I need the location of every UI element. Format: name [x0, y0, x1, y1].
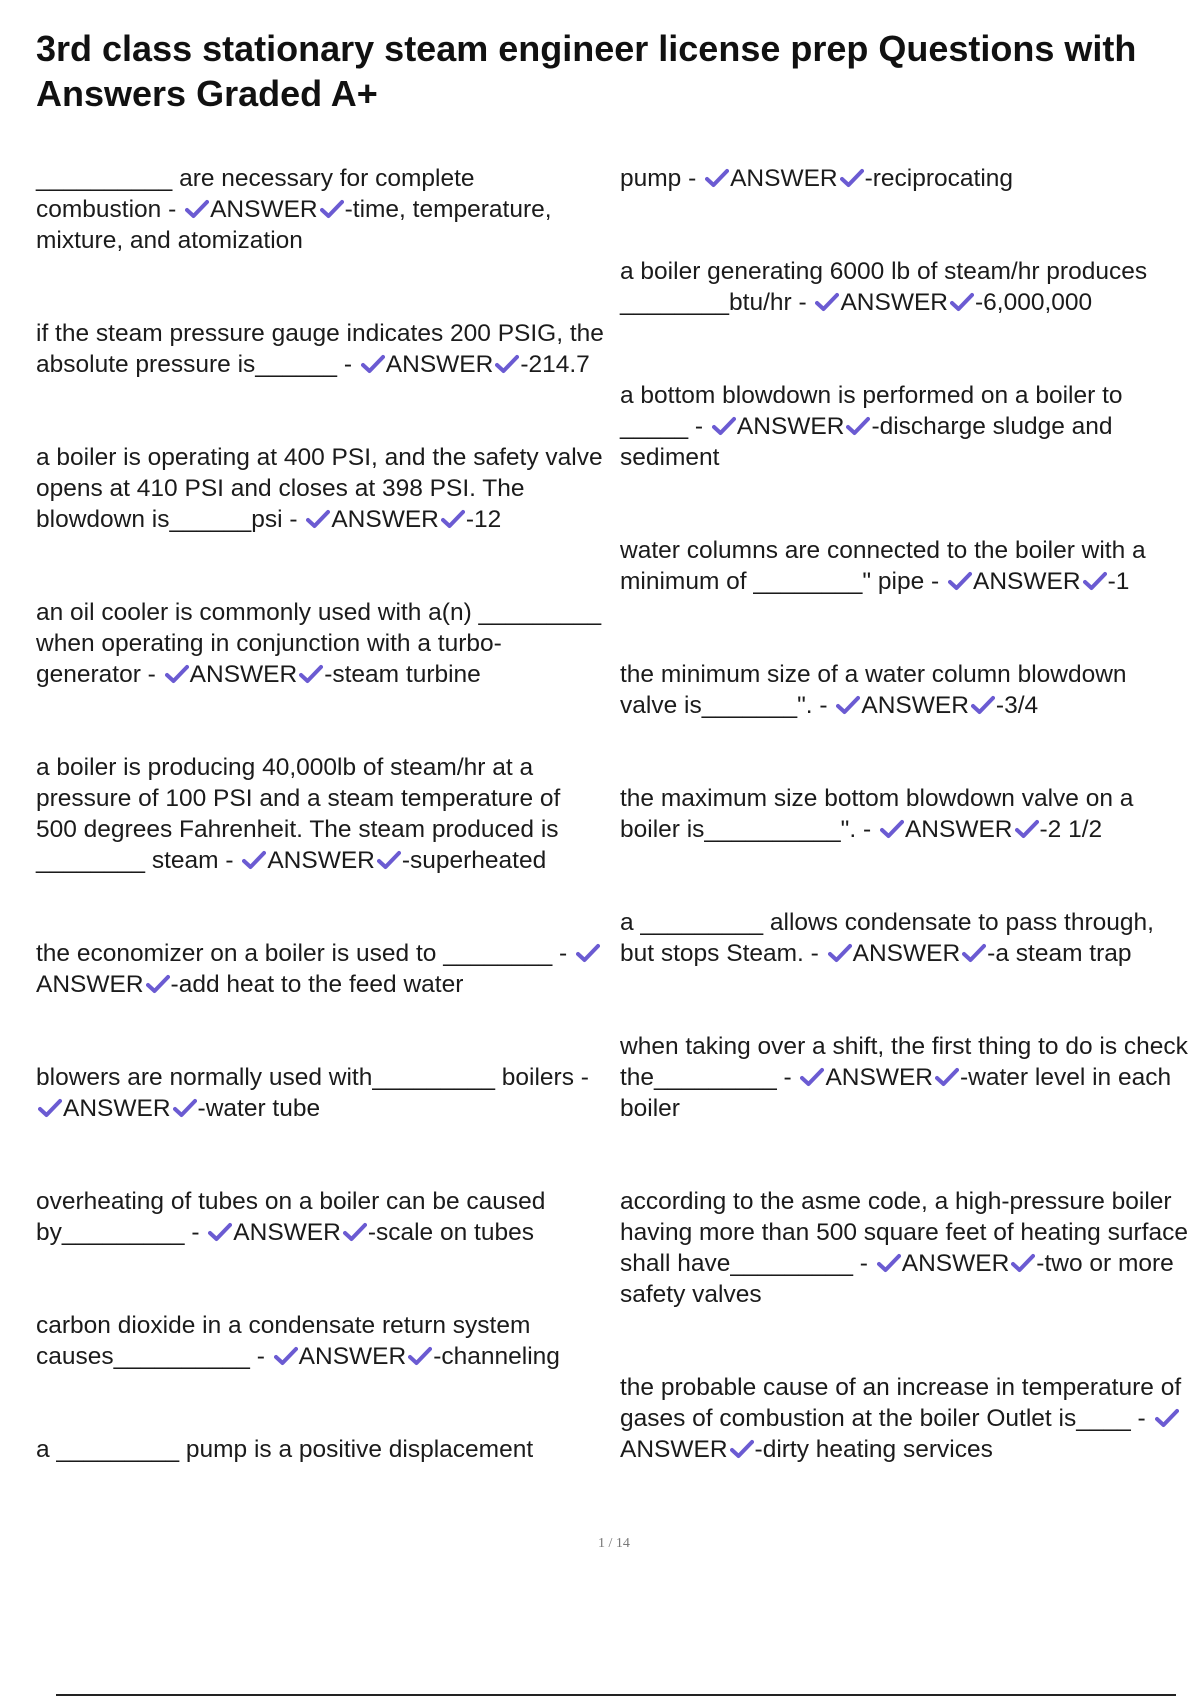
left-column — [36, 163, 606, 1527]
checkmark-icon — [185, 199, 209, 219]
checkmark-icon — [165, 664, 189, 684]
answer-text: -a steam trap — [987, 940, 1132, 967]
checkmark-icon — [1011, 1253, 1035, 1273]
checkmark-icon — [146, 974, 170, 994]
question-text: a boiler is producing 40,000lb of steam/hr at a pressure of 100 PSI and a steam temperature of 500 degrees Fahrenheit. The steam produced is ________ steam - — [36, 754, 561, 874]
answer-text: -reciprocating — [864, 165, 1014, 192]
question-text: an oil cooler is commonly used with a(n) _________ when operating in conjunction with a turbo-generator - — [36, 599, 602, 688]
checkmark-icon — [880, 819, 904, 839]
answer-label: ANSWER — [736, 413, 845, 440]
answer-text: -3/4 — [995, 692, 1039, 719]
answer-label: ANSWER — [63, 1095, 171, 1122]
answer-text: -time, temperature, mixture, and atomization — [36, 196, 552, 254]
question-text: the maximum size bottom blowdown valve on a boiler is__________". - — [620, 785, 1134, 843]
question-text: pump - — [620, 165, 704, 192]
question-text: a _________ allows condensate to pass through, but stops Steam. - — [620, 909, 1154, 967]
answer-label: ANSWER — [973, 568, 1081, 595]
qa-item — [620, 163, 1190, 194]
answer-label: ANSWER — [210, 196, 318, 223]
answer-label: ANSWER — [852, 940, 961, 967]
checkmark-icon — [343, 1222, 367, 1242]
checkmark-icon — [705, 168, 729, 188]
checkmark-icon — [877, 1253, 901, 1273]
answer-text: -214.7 — [520, 351, 590, 378]
answer-label: ANSWER — [620, 1436, 728, 1463]
answer-text: -channeling — [433, 1343, 560, 1370]
qa-item — [620, 1186, 1190, 1310]
answer-text: -add heat to the feed water — [170, 971, 464, 998]
checkmark-icon — [299, 664, 323, 684]
checkmark-icon — [846, 416, 870, 436]
answer-text: -2 1/2 — [1039, 816, 1103, 843]
qa-item — [36, 1062, 606, 1124]
answer-text: -1 — [1107, 568, 1130, 595]
qa-item — [620, 380, 1190, 473]
question-text: water columns are connected to the boiler with a minimum of ________" pipe - — [620, 537, 1146, 595]
checkmark-icon — [173, 1098, 197, 1118]
answer-text: -scale on tubes — [367, 1219, 534, 1246]
qa-item — [36, 1310, 606, 1372]
checkmark-icon — [576, 943, 600, 963]
checkmark-icon — [828, 943, 852, 963]
qa-item — [36, 1186, 606, 1248]
question-text: a _________ pump is a positive displacement — [36, 1436, 534, 1463]
answer-label: ANSWER — [861, 692, 969, 719]
answer-label: ANSWER — [904, 816, 1013, 843]
answer-text: -6,000,000 — [974, 289, 1093, 316]
qa-item — [620, 256, 1190, 318]
answer-text: -water tube — [197, 1095, 321, 1122]
answer-label: ANSWER — [189, 661, 298, 688]
checkmark-icon — [377, 850, 401, 870]
question-text: the economizer on a boiler is used to ________ - — [36, 940, 574, 967]
question-text: blowers are normally used with_________ boilers - — [36, 1064, 589, 1091]
checkmark-icon — [306, 509, 330, 529]
checkmark-icon — [242, 850, 266, 870]
page-title: 3rd class stationary steam engineer license prep Questions with Answers Graded A+ — [36, 28, 1137, 114]
checkmark-icon — [320, 199, 344, 219]
answer-label: ANSWER — [730, 165, 838, 192]
answer-label: ANSWER — [298, 1343, 407, 1370]
question-text: overheating of tubes on a boiler can be caused by_________ - — [36, 1188, 546, 1246]
checkmark-icon — [840, 168, 864, 188]
question-text: according to the asme code, a high-pressure boiler having more than 500 square feet of heating surface shall have_________ - — [620, 1188, 1188, 1277]
right-column — [620, 163, 1190, 1527]
checkmark-icon — [274, 1346, 298, 1366]
question-text: when taking over a shift, the first thing to do is check the_________ - — [620, 1033, 1188, 1091]
checkmark-icon — [495, 354, 519, 374]
qa-item — [620, 783, 1190, 845]
qa-item — [36, 442, 606, 535]
checkmark-icon — [38, 1098, 62, 1118]
checkmark-icon — [408, 1346, 432, 1366]
checkmark-icon — [836, 695, 860, 715]
answer-label: ANSWER — [901, 1250, 1010, 1277]
answer-label: ANSWER — [385, 351, 494, 378]
answer-text: -superheated — [401, 847, 547, 874]
checkmark-icon — [815, 292, 839, 312]
question-text: if the steam pressure gauge indicates 200 PSIG, the absolute pressure is______ - — [36, 320, 604, 378]
checkmark-icon — [208, 1222, 232, 1242]
answer-label: ANSWER — [267, 847, 375, 874]
answer-label: ANSWER — [233, 1219, 341, 1246]
qa-item — [36, 318, 606, 380]
answer-label: ANSWER — [331, 506, 439, 533]
qa-item — [620, 659, 1190, 721]
answer-text: -12 — [465, 506, 502, 533]
qa-item — [620, 907, 1190, 969]
qa-item — [36, 1434, 606, 1465]
question-text: a bottom blowdown is performed on a boiler to _____ - — [620, 382, 1123, 440]
question-text: carbon dioxide in a condensate return system causes__________ - — [36, 1312, 531, 1370]
checkmark-icon — [962, 943, 986, 963]
footer-divider — [56, 1694, 1176, 1696]
answer-label: ANSWER — [840, 289, 948, 316]
qa-item — [36, 938, 606, 1000]
answer-text: -steam turbine — [324, 661, 481, 688]
checkmark-icon — [971, 695, 995, 715]
checkmark-icon — [730, 1439, 754, 1459]
checkmark-icon — [441, 509, 465, 529]
checkmark-icon — [935, 1067, 959, 1087]
qa-item — [36, 752, 606, 876]
answer-label: ANSWER — [36, 971, 144, 998]
answer-text: -water level in each boiler — [620, 1064, 1172, 1122]
qa-item — [620, 535, 1190, 597]
checkmark-icon — [950, 292, 974, 312]
checkmark-icon — [712, 416, 736, 436]
qa-item — [36, 163, 606, 256]
checkmark-icon — [361, 354, 385, 374]
question-text: the minimum size of a water column blowdown valve is_______". - — [620, 661, 1127, 719]
checkmark-icon — [1015, 819, 1039, 839]
answer-text: -dirty heating services — [754, 1436, 993, 1463]
checkmark-icon — [948, 571, 972, 591]
qa-item — [620, 1031, 1190, 1124]
answer-label: ANSWER — [825, 1064, 934, 1091]
checkmark-icon — [800, 1067, 824, 1087]
question-text: __________ are necessary for complete combustion - — [36, 165, 475, 223]
qa-item — [620, 1372, 1190, 1465]
checkmark-icon — [1155, 1408, 1179, 1428]
answer-text: -two or more safety valves — [620, 1250, 1174, 1308]
page-number: 1 / 14 — [598, 1536, 630, 1551]
qa-item — [36, 597, 606, 690]
answer-text: -discharge sludge and sediment — [620, 413, 1113, 471]
checkmark-icon — [1083, 571, 1107, 591]
question-text: a boiler generating 6000 lb of steam/hr produces ________btu/hr - — [620, 258, 1148, 316]
question-text: a boiler is operating at 400 PSI, and the safety valve opens at 410 PSI and closes at 398 PSI. The blowdown is______psi - — [36, 444, 603, 533]
question-text: the probable cause of an increase in temperature of gases of combustion at the boiler Outlet is____ - — [620, 1374, 1182, 1432]
